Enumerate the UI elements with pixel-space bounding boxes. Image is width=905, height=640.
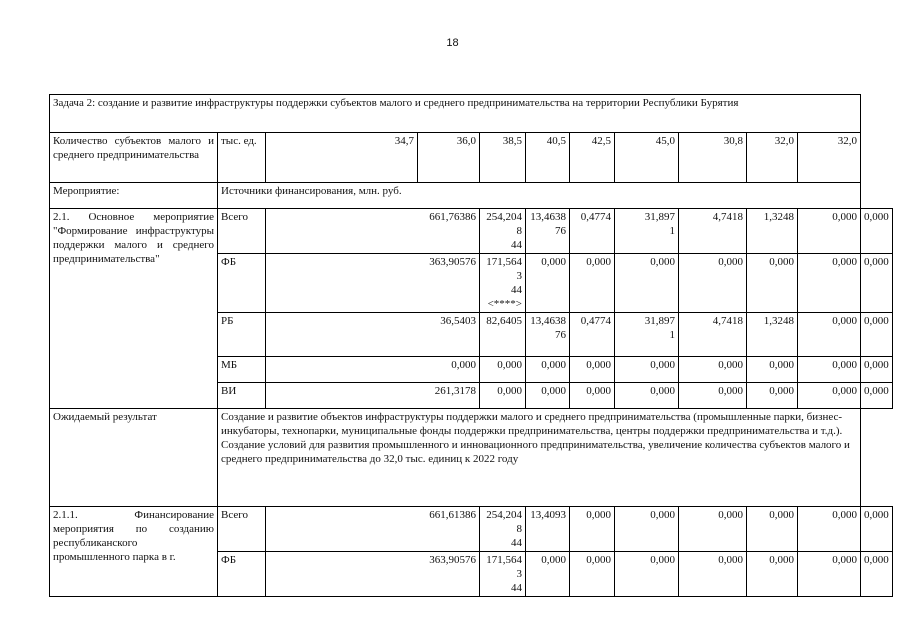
table-body <box>50 95 893 597</box>
funding-value: 261,3178 <box>266 383 480 409</box>
indicator-name: Количество субъектов малого и среднего предпринимательства <box>50 133 218 183</box>
indicator-value: 40,5 <box>526 133 570 183</box>
funding-value: 0,000 <box>615 383 679 409</box>
funding-row <box>50 209 893 254</box>
funding-value: 13,4093 <box>526 507 570 552</box>
funding-value: 13,4638 76 <box>526 313 570 357</box>
funding-value: 1,3248 <box>747 209 798 254</box>
funding-row <box>50 507 893 552</box>
funding-value: 0,000 <box>570 552 615 597</box>
funding-value: 0,000 <box>798 383 861 409</box>
measure-row <box>50 183 893 209</box>
measure-label: Мероприятие: <box>50 183 218 209</box>
funding-value: 0,000 <box>861 209 893 254</box>
expected-result-label: Ожидаемый результат <box>50 409 218 507</box>
funding-value: 0,000 <box>798 209 861 254</box>
funding-value: 0,000 <box>615 507 679 552</box>
funding-source: ФБ <box>218 254 266 313</box>
funding-value: 4,7418 <box>679 209 747 254</box>
activity-name: 2.1.1. Финансирование мероприятия по созданию республиканского промышленного парка в г. <box>50 507 218 597</box>
funding-value: 0,000 <box>798 313 861 357</box>
funding-source: Всего <box>218 507 266 552</box>
page-number: 18 <box>446 37 459 49</box>
funding-value: 0,000 <box>747 507 798 552</box>
funding-value: 31,897 1 <box>615 313 679 357</box>
funding-value: 1,3248 <box>747 313 798 357</box>
indicator-value: 32,0 <box>747 133 798 183</box>
expected-result-text: Создание и развитие объектов инфраструктуры поддержки малого и среднего предпринимательства (промышленные парки, бизнес-инкубаторы, технопарки, муниципальные фонды поддержки предпринимательства, центры поддержки предпринимательства и т.д.). Создание условий для развития промышленного и инновационного предпринимательства, увеличение количества субъектов малого и среднего предпринимательства до 32,0 тыс. единиц к 2022 году <box>218 409 861 507</box>
task-title: Задача 2: создание и развитие инфраструктуры поддержки субъектов малого и среднего предпринимательства на территории Республики Бурятия <box>50 95 861 133</box>
funding-value: 4,7418 <box>679 313 747 357</box>
funding-source: ФБ <box>218 552 266 597</box>
funding-value: 0,000 <box>747 383 798 409</box>
funding-value: 171,5643 44 <****> <box>480 254 526 313</box>
funding-source: МБ <box>218 357 266 383</box>
funding-value: 0,000 <box>679 254 747 313</box>
funding-value: 0,000 <box>861 552 893 597</box>
indicator-value: 45,0 <box>615 133 679 183</box>
indicator-value: 38,5 <box>480 133 526 183</box>
expected-result-row <box>50 409 893 507</box>
funding-value: 0,000 <box>679 507 747 552</box>
funding-value: 254,2048 44 <box>480 507 526 552</box>
indicator-value: 36,0 <box>418 133 480 183</box>
funding-value: 0,000 <box>747 552 798 597</box>
funding-value: 0,000 <box>861 383 893 409</box>
funding-value: 0,000 <box>679 357 747 383</box>
indicator-value: 32,0 <box>798 133 861 183</box>
funding-source: ВИ <box>218 383 266 409</box>
funding-label: Источники финансирования, млн. руб. <box>218 183 861 209</box>
funding-value: 13,4638 76 <box>526 209 570 254</box>
funding-value: 82,6405 <box>480 313 526 357</box>
funding-value: 0,000 <box>526 383 570 409</box>
funding-value: 0,000 <box>266 357 480 383</box>
funding-value: 0,000 <box>526 552 570 597</box>
funding-value: 0,000 <box>798 507 861 552</box>
funding-value: 171,5643 44 <box>480 552 526 597</box>
funding-value: 0,000 <box>480 383 526 409</box>
indicator-unit: тыс. ед. <box>218 133 266 183</box>
indicator-row <box>50 133 893 183</box>
funding-value: 0,000 <box>679 383 747 409</box>
indicator-value: 42,5 <box>570 133 615 183</box>
funding-source: Всего <box>218 209 266 254</box>
funding-value: 0,000 <box>615 357 679 383</box>
funding-value: 661,76386 <box>266 209 480 254</box>
funding-value: 0,4774 <box>570 313 615 357</box>
funding-value: 0,000 <box>570 357 615 383</box>
funding-value: 36,5403 <box>266 313 480 357</box>
indicator-value: 34,7 <box>266 133 418 183</box>
funding-value: 0,000 <box>570 383 615 409</box>
funding-value: 0,000 <box>615 552 679 597</box>
funding-value: 31,897 1 <box>615 209 679 254</box>
funding-value: 0,4774 <box>570 209 615 254</box>
funding-value: 0,000 <box>747 254 798 313</box>
funding-value: 0,000 <box>480 357 526 383</box>
funding-value: 0,000 <box>526 357 570 383</box>
funding-value: 0,000 <box>861 357 893 383</box>
task-row <box>50 95 893 133</box>
funding-value: 0,000 <box>679 552 747 597</box>
funding-value: 254,2048 44 <box>480 209 526 254</box>
funding-value: 0,000 <box>861 313 893 357</box>
funding-value: 0,000 <box>570 507 615 552</box>
funding-value: 0,000 <box>615 254 679 313</box>
funding-value: 0,000 <box>861 507 893 552</box>
indicator-value: 30,8 <box>679 133 747 183</box>
funding-value: 0,000 <box>861 254 893 313</box>
funding-value: 0,000 <box>747 357 798 383</box>
program-table <box>49 94 893 597</box>
funding-value: 0,000 <box>798 254 861 313</box>
funding-source: РБ <box>218 313 266 357</box>
funding-value: 0,000 <box>798 552 861 597</box>
funding-value: 0,000 <box>526 254 570 313</box>
funding-value: 363,90576 <box>266 254 480 313</box>
activity-name: 2.1. Основное мероприятие "Формирование инфраструктуры поддержки малого и среднего предпринимательства" <box>50 209 218 409</box>
funding-value: 0,000 <box>798 357 861 383</box>
funding-value: 363,90576 <box>266 552 480 597</box>
funding-value: 0,000 <box>570 254 615 313</box>
funding-value: 661,61386 <box>266 507 480 552</box>
